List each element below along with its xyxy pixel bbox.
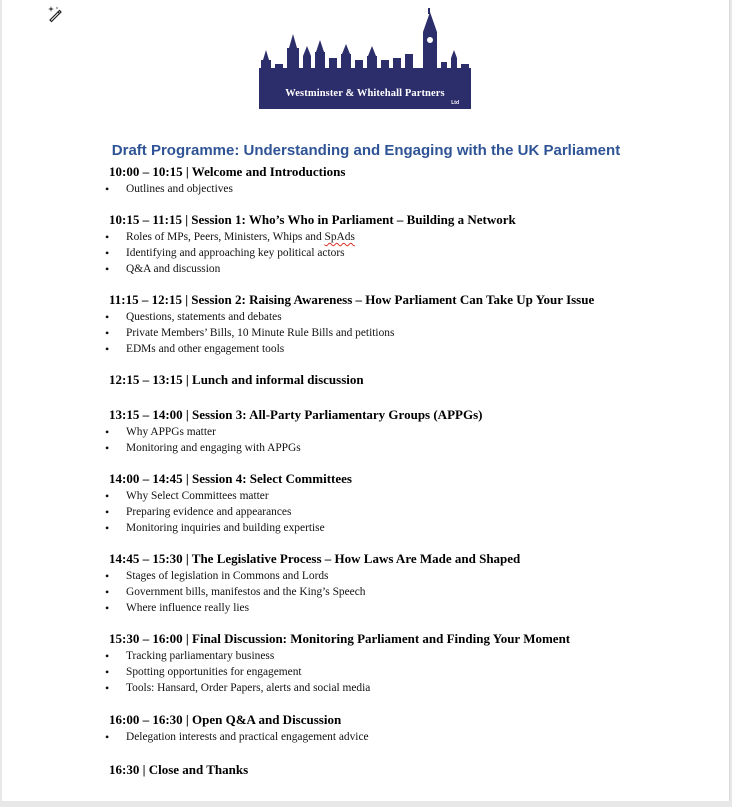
document-page — [2, 0, 730, 801]
session-heading: 10:15 – 11:15 | Session 1: Who’s Who in Parliament – Building a Network — [109, 212, 516, 227]
spellcheck-flagged-word[interactable]: SpAds — [324, 231, 355, 243]
bullet-item: • Questions, statements and debates — [126, 311, 282, 323]
bullet-item: • Private Members’ Bills, 10 Minute Rule Bills and petitions — [126, 327, 394, 339]
logo-company-name: Westminster & Whitehall Partners — [285, 88, 445, 99]
bullet-item: • Monitoring and engaging with APPGs — [126, 442, 301, 454]
bullet-item: • Tools: Hansard, Order Papers, alerts and social media — [126, 682, 370, 694]
bullet-item: • Where influence really lies — [126, 602, 249, 614]
bullet-item: • Preparing evidence and appearances — [126, 506, 291, 518]
session-heading: 12:15 – 13:15 | Lunch and informal discussion — [109, 372, 364, 387]
bullet-item: • Tracking parliamentary business — [126, 650, 274, 662]
session-heading: 11:15 – 12:15 | Session 2: Raising Awareness – How Parliament Can Take Up Your Issue — [109, 292, 595, 307]
document-title: Draft Programme: Understanding and Engaging with the UK Parliament — [111, 142, 621, 159]
bullet-text: Roles of MPs, Peers, Ministers, Whips and — [126, 231, 325, 243]
bullet-item: • Government bills, manifestos and the King’s Speech — [126, 586, 365, 598]
session-heading: 13:15 – 14:00 | Session 3: All-Party Parliamentary Groups (APPGs) — [109, 407, 483, 422]
company-logo — [257, 8, 473, 109]
session-heading: 10:00 – 10:15 | Welcome and Introductions — [109, 164, 346, 179]
bullet-item: • Spotting opportunities for engagement — [126, 666, 302, 678]
bullet-item: • Identifying and approaching key political actors — [126, 247, 345, 259]
bullet-item: • EDMs and other engagement tools — [126, 343, 284, 355]
logo-ltd-suffix: Ltd — [451, 100, 459, 106]
session-heading: 14:45 – 15:30 | The Legislative Process – How Laws Are Made and Shaped — [109, 551, 521, 566]
session-heading: 15:30 – 16:00 | Final Discussion: Monitoring Parliament and Finding Your Moment — [109, 631, 571, 646]
session-heading: 14:00 – 14:45 | Session 4: Select Committees — [109, 471, 352, 486]
bullet-item: • Monitoring inquiries and building expertise — [126, 522, 325, 534]
bullet-item: • Stages of legislation in Commons and Lords — [126, 570, 328, 582]
bullet-item: • Outlines and objectives — [126, 183, 233, 195]
session-heading: 16:00 – 16:30 | Open Q&A and Discussion — [109, 712, 342, 727]
bullet-item: • Why Select Committees matter — [126, 490, 269, 502]
bullet-item: • Q&A and discussion — [126, 263, 220, 275]
magic-pen-icon[interactable] — [46, 5, 64, 23]
bullet-item — [126, 231, 355, 243]
session-heading: 16:30 | Close and Thanks — [109, 762, 249, 777]
bullet-item: • Why APPGs matter — [126, 426, 216, 438]
bullet-item: • Delegation interests and practical engagement advice — [126, 731, 369, 743]
